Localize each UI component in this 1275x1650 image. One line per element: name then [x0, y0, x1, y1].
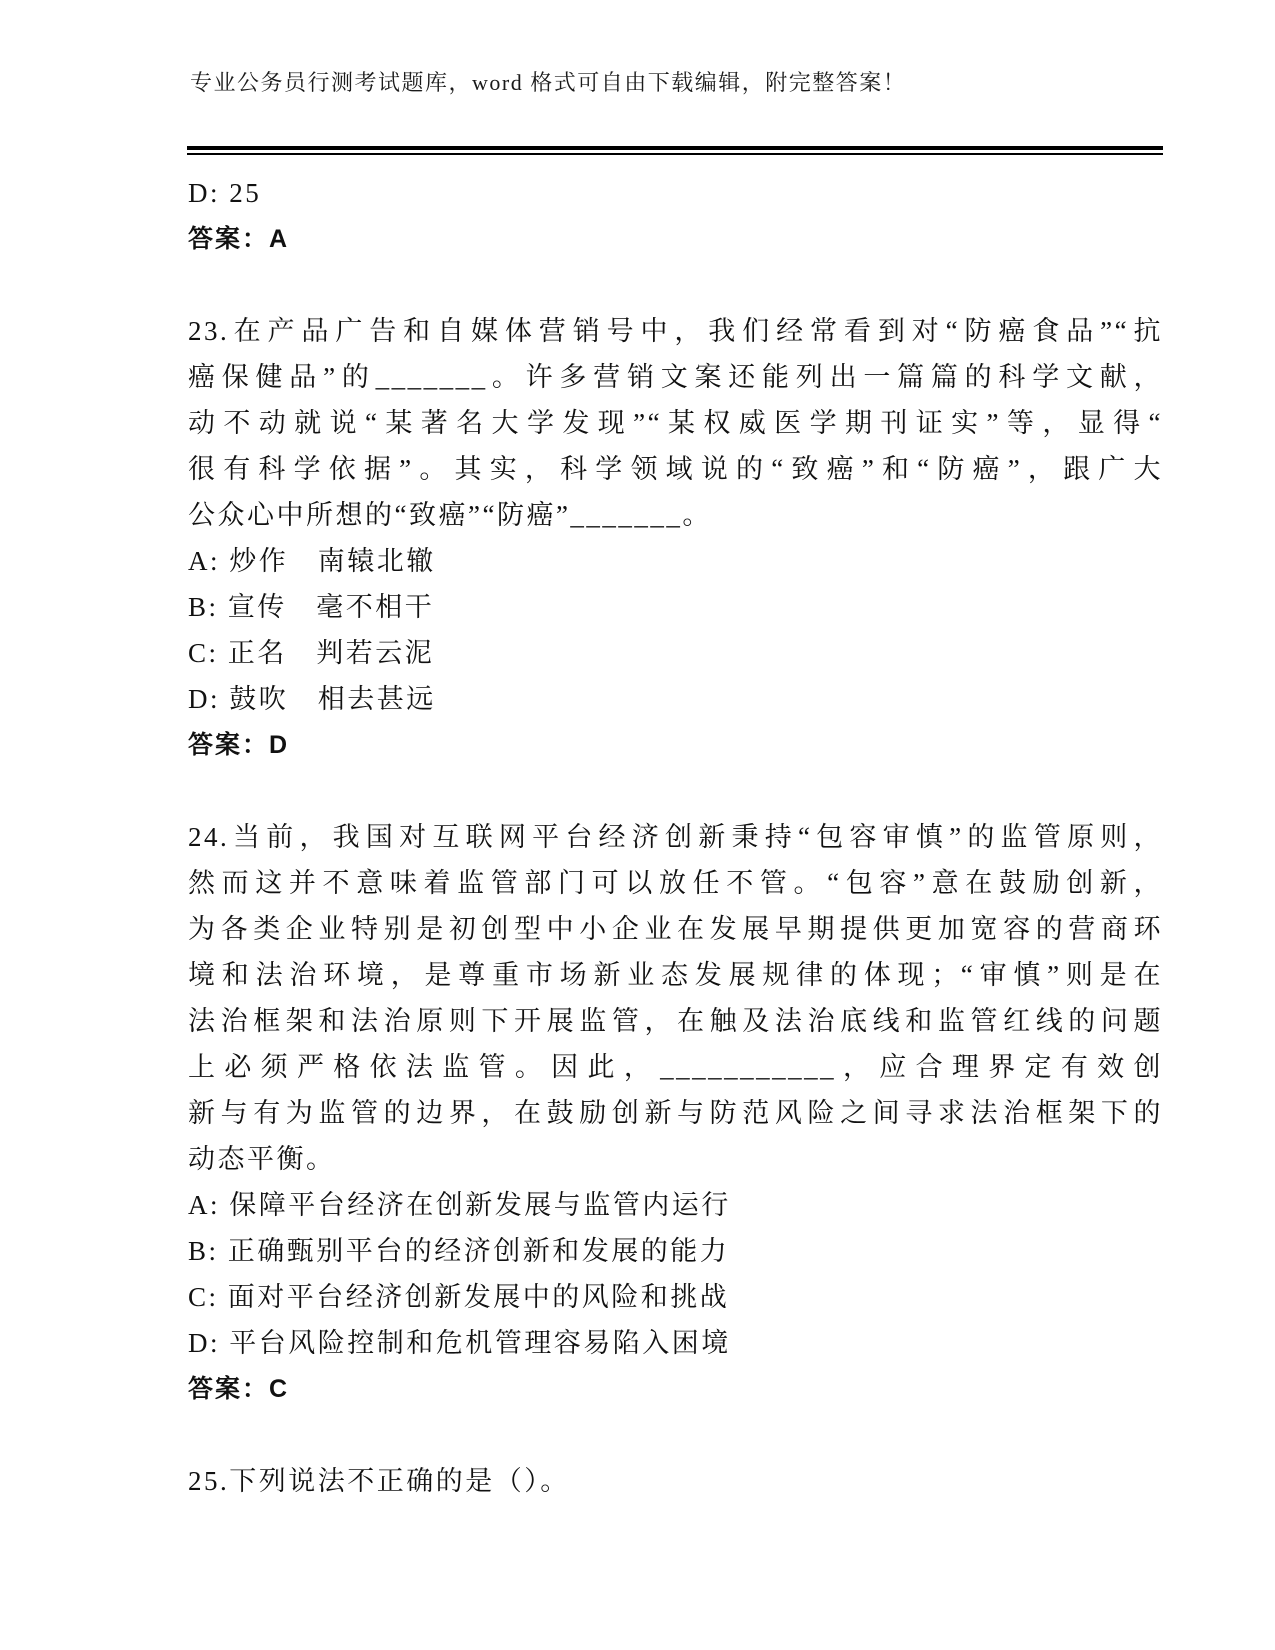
- document-body: [188, 170, 1163, 1504]
- question-text-line: 境和法治环境，是尊重市场新业态发展规律的体现；“审慎”则是在: [188, 960, 1163, 990]
- question-text-line: 上必须严格依法监管。因此，___________，应合理界定有效创: [188, 1052, 1163, 1082]
- header-rule: [187, 146, 1163, 155]
- question-text-line: 23.在产品广告和自媒体营销号中，我们经常看到对“防癌食品”“抗: [188, 316, 1163, 346]
- option-line: A: 保障平台经济在创新发展与监管内运行: [188, 1190, 731, 1220]
- question-text-line: 很有科学依据”。其实，科学领域说的“致癌”和“防癌”，跟广大: [188, 454, 1163, 484]
- option-line: D: 鼓吹 相去甚远: [188, 684, 436, 714]
- question-24: [188, 814, 1163, 1412]
- question-text-line: 癌保健品”的_______。许多营销文案还能列出一篇篇的科学文献，: [188, 362, 1163, 392]
- question-25: [188, 1458, 1163, 1504]
- question-23: [188, 308, 1163, 768]
- option-line: C: 面对平台经济创新发展中的风险和挑战: [188, 1282, 730, 1312]
- question-text-line: 法治框架和法治原则下开展监管，在触及法治底线和监管红线的问题: [188, 1006, 1163, 1036]
- question-text-line: 新与有为监管的边界，在鼓励创新与防范风险之间寻求法治框架下的: [188, 1098, 1163, 1128]
- question-text-line: 公众心中所想的“致癌”“防癌”_______。: [188, 500, 712, 530]
- option-line: B: 正确甄别平台的经济创新和发展的能力: [188, 1236, 730, 1266]
- question-text-line: 25.下列说法不正确的是（）。: [188, 1466, 570, 1496]
- answer-line: 答案：C: [188, 1375, 290, 1403]
- header-text: 专业公务员行测考试题库，word 格式可自由下载编辑，附完整答案！: [190, 70, 907, 95]
- option-line: C: 正名 判若云泥: [188, 638, 435, 668]
- question-text-line: 动态平衡。: [188, 1144, 336, 1174]
- option-line: D: 25: [188, 178, 262, 208]
- option-line: D: 平台风险控制和危机管理容易陷入困境: [188, 1328, 731, 1358]
- question-text-line: 为各类企业特别是初创型中小企业在发展早期提供更加宽容的营商环: [188, 914, 1163, 944]
- answer-line: 答案：D: [188, 731, 290, 759]
- question-text-line: 然而这并不意味着监管部门可以放任不管。“包容”意在鼓励创新，: [188, 868, 1163, 898]
- question-text-line: 动不动就说“某著名大学发现”“某权威医学期刊证实”等，显得“: [188, 408, 1163, 438]
- answer-line: 答案：A: [188, 225, 290, 253]
- option-line: B: 宣传 毫不相干: [188, 592, 435, 622]
- option-line: A: 炒作 南辕北辙: [188, 546, 436, 576]
- question-text-line: 24.当前，我国对互联网平台经济创新秉持“包容审慎”的监管原则，: [188, 822, 1163, 852]
